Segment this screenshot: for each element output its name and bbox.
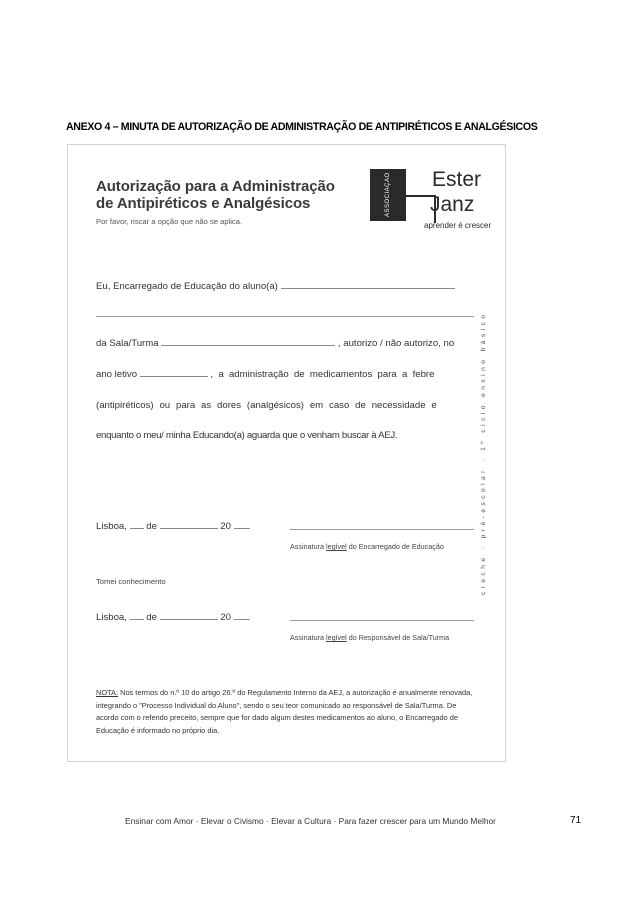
form-title <box>96 178 335 212</box>
guardian-signature-caption: Assinatura legível do Encarregado de Educação <box>290 542 444 551</box>
date-line-2 <box>96 612 250 623</box>
pickup-text-line: enquanto o meu/ minha Educando(a) aguarda que o venham buscar à AEJ. <box>96 430 398 441</box>
student-name-continuation-field[interactable] <box>96 316 474 317</box>
note-label: NOTA: <box>96 688 119 697</box>
school-year-label: ano letivo <box>96 369 138 380</box>
guardian-label: Eu, Encarregado de Educação do aluno(a) <box>96 281 278 292</box>
teacher-signature-caption: Assinatura legível do Responsável de Sala/Turma <box>290 633 450 642</box>
logo-name-line2: Janz <box>430 193 475 216</box>
form-title-line2: de Antipiréticos e Analgésicos <box>96 195 311 212</box>
guardian-signature-field[interactable] <box>290 529 474 530</box>
guardian-line <box>96 281 455 292</box>
year-field-2[interactable] <box>234 619 250 620</box>
side-vertical-text: creche · pré-escolar · 1º ciclo ensino básico <box>480 311 487 595</box>
year-field-1[interactable] <box>234 528 250 529</box>
page-number: 71 <box>570 815 582 826</box>
student-name-field[interactable] <box>281 288 455 289</box>
class-field[interactable] <box>161 345 335 346</box>
logo-vertical-text: ASSOCIAÇÃO <box>385 172 391 218</box>
form-title-line1: Autorização para a Administração <box>96 178 335 195</box>
date-line-1 <box>96 521 250 532</box>
month-field-2[interactable] <box>160 619 218 620</box>
medication-text-line: (antipiréticos) ou para as dores (analgésicos) em caso de necessidade e <box>96 400 437 411</box>
school-year-field[interactable] <box>140 376 208 377</box>
place-label: Lisboa, <box>96 521 127 532</box>
form-subtitle: Por favor, riscar a opção que não se aplica. <box>96 217 243 226</box>
year-label: 20 <box>220 521 231 532</box>
class-label: da Sala/Turma <box>96 338 159 349</box>
month-field-1[interactable] <box>160 528 218 529</box>
de-label: de <box>146 612 157 623</box>
medication-label: , a administração de medicamentos para a febre <box>210 369 435 380</box>
school-logo <box>368 168 492 233</box>
day-field-2[interactable] <box>130 619 144 620</box>
year-label: 20 <box>220 612 231 623</box>
acknowledged-label: Tomei conhecimento <box>96 577 166 586</box>
note-paragraph <box>96 687 480 737</box>
footer-motto: Ensinar com Amor · Elevar o Civismo · Elevar a Cultura · Para fazer crescer para um Mundo Melhor <box>125 816 496 826</box>
school-year-line <box>96 369 434 380</box>
logo-name-line1: Ester <box>432 168 482 191</box>
logo-tagline: aprender é crescer <box>424 221 492 230</box>
annex-title: ANEXO 4 – MINUTA DE AUTORIZAÇÃO DE ADMINISTRAÇÃO DE ANTIPIRÉTICOS E ANALGÉSICOS <box>66 121 538 133</box>
place-label: Lisboa, <box>96 612 127 623</box>
authorization-form <box>67 144 506 762</box>
note-text: Nos termos do n.º 10 do artigo 26.º do Regulamento Interno da AEJ, a autorização é anualmente renovada, integrando o "Processo Individual do Aluno", sendo o seu teor comunicado ao responsável de Sala/Turma. De acordo com o referido preceito, sempre que for dado algum destes medicamentos ao aluno, o Encarregado de Educação é informado no próprio dia. <box>96 688 473 735</box>
de-label: de <box>146 521 157 532</box>
teacher-signature-field[interactable] <box>290 620 474 621</box>
authorize-label: , autorizo / não autorizo, no <box>337 338 455 349</box>
class-line <box>96 338 454 349</box>
day-field-1[interactable] <box>130 528 144 529</box>
